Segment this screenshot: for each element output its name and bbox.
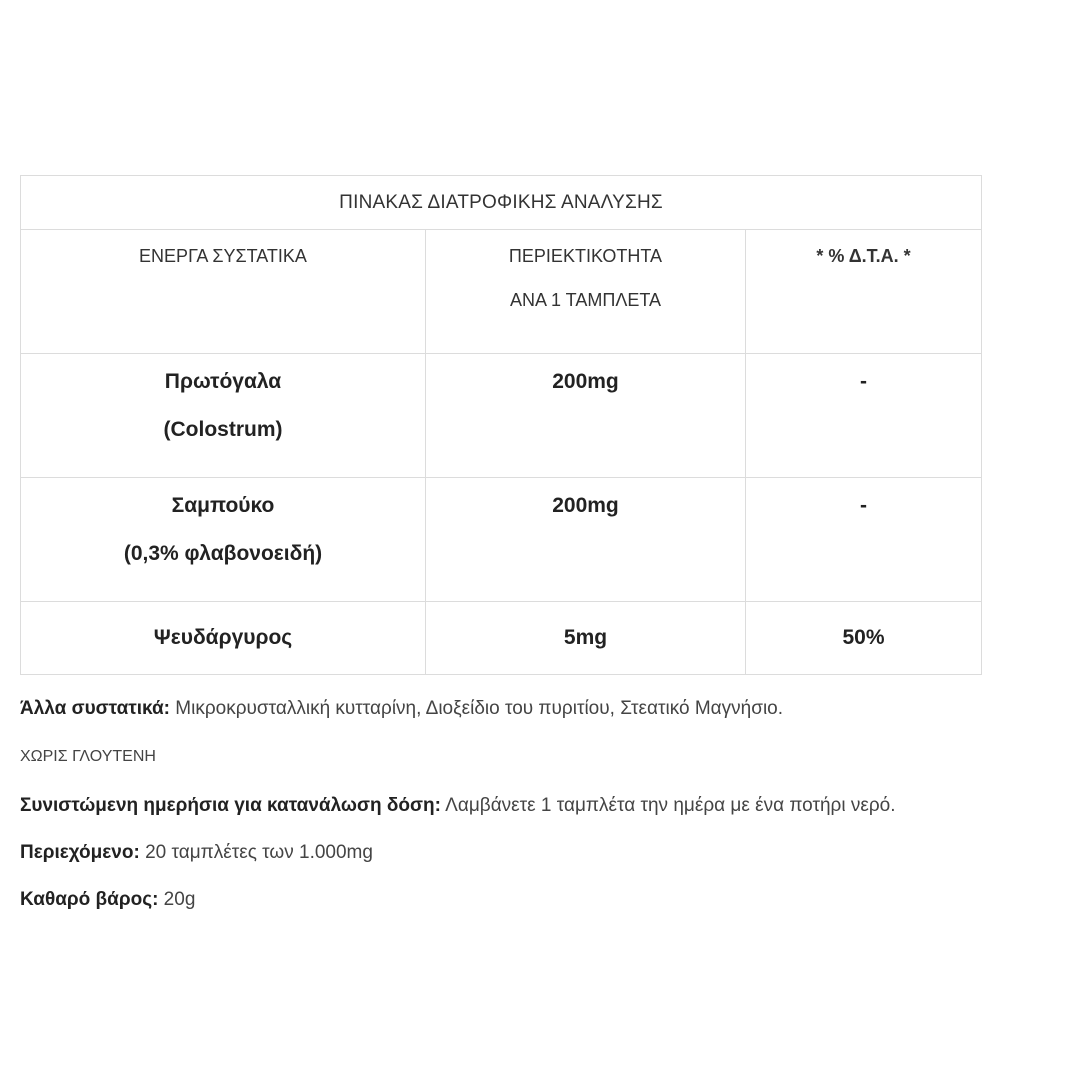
ingredient-name: Ψευδάργυρος [153, 626, 293, 649]
gluten-free-note: ΧΩΡΙΣ ΓΛΟΥΤΕΝΗ [20, 748, 156, 765]
ingredient-cell [21, 602, 426, 675]
table-header-row [21, 230, 982, 354]
table-row [21, 354, 982, 478]
header-content-line2: ΑΝΑ 1 ΤΑΜΠΛΕΤΑ [509, 290, 662, 310]
ingredient-name: Σαμπούκο [171, 494, 275, 517]
amount-cell [426, 354, 746, 478]
other-ingredients [20, 698, 783, 720]
header-ingredients [21, 230, 426, 354]
header-rda-label: * % Δ.Τ.Α. * [816, 246, 911, 266]
amount-value: 200mg [552, 494, 619, 517]
package-contents-label: Περιεχόμενο: [20, 842, 140, 863]
header-content [426, 230, 746, 354]
recommended-dose-value: Λαμβάνετε 1 ταμπλέτα την ημέρα με ένα ποτήρι νερό. [440, 795, 896, 816]
amount-cell [426, 478, 746, 602]
amount-cell [426, 602, 746, 675]
net-weight-value: 20g [158, 889, 196, 910]
ingredient-name: Πρωτόγαλα [164, 370, 282, 393]
table-row [21, 602, 982, 675]
package-contents [20, 842, 373, 864]
package-contents-value: 20 ταμπλέτες των 1.000mg [139, 842, 373, 863]
rda-cell [746, 354, 982, 478]
rda-value: - [860, 370, 867, 393]
amount-value: 200mg [552, 370, 619, 393]
ingredient-cell [21, 478, 426, 602]
recommended-dose [20, 795, 895, 817]
ingredient-detail: (Colostrum) [163, 418, 283, 441]
table-title: ΠΙΝΑΚΑΣ ΔΙΑΤΡΟΦΙΚΗΣ ΑΝΑΛΥΣΗΣ [21, 176, 982, 230]
amount-value: 5mg [563, 626, 608, 649]
other-ingredients-label: Άλλα συστατικά: [20, 698, 170, 719]
net-weight-label: Καθαρό βάρος: [20, 889, 159, 910]
net-weight [20, 889, 195, 911]
rda-cell [746, 478, 982, 602]
ingredient-cell [21, 354, 426, 478]
table-row [21, 478, 982, 602]
recommended-dose-label: Συνιστώμενη ημερήσια για κατανάλωση δόση: [20, 795, 441, 816]
rda-value: 50% [842, 626, 885, 649]
ingredient-detail: (0,3% φλαβονοειδή) [123, 542, 323, 565]
nutrition-table [20, 175, 982, 675]
header-rda [746, 230, 982, 354]
other-ingredients-value: Μικροκρυσταλλική κυτταρίνη, Διοξείδιο του πυριτίου, Στεατικό Μαγνήσιο. [170, 698, 784, 719]
table-title-row [21, 176, 982, 230]
rda-value: - [860, 494, 867, 517]
rda-cell [746, 602, 982, 675]
header-content-line1: ΠΕΡΙΕΚΤΙΚΟΤΗΤΑ [508, 246, 663, 266]
header-ingredients-label: ΕΝΕΡΓΑ ΣΥΣΤΑΤΙΚΑ [139, 246, 307, 266]
